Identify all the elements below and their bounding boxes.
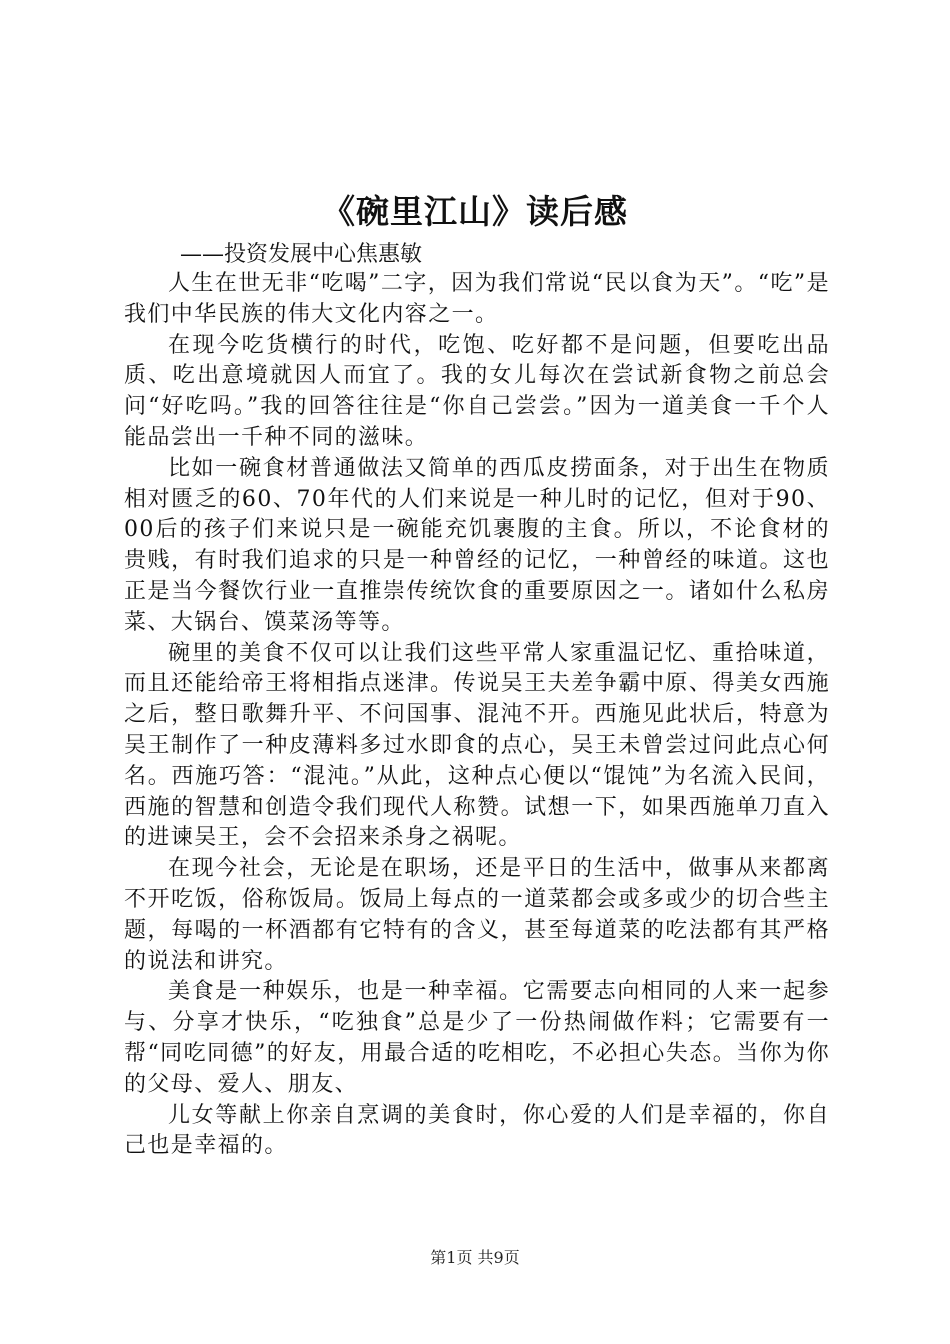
paragraph: 儿女等献上你亲自烹调的美食时，你心爱的人们是幸福的，你自己也是幸福的。 (124, 1102, 830, 1159)
paragraph: 人生在世无非“吃喝”二字，因为我们常说“民以食为天”。“吃”是我们中华民族的伟大文化内容之一。 (124, 271, 830, 327)
paragraph: 美食是一种娱乐，也是一种幸福。它需要志向相同的人来一起参与、分享才快乐，“吃独食”总是少了一份热闹做作料；它需要有一帮“同吃同德”的好友，用最合适的吃相吃，不必担心失态。当你为你的父母、爱人、朋友、 (124, 979, 830, 1097)
paragraph: 在现今社会，无论是在职场，还是平日的生活中，做事从来都离不开吃饭，俗称饭局。饭局上每点的一道菜都会或多或少的切合些主题，每喝的一杯酒都有它特有的含义，甚至每道菜的吃法都有其严格的说法和讲究。 (124, 856, 830, 974)
page-footer: 第1页 共9页 (430, 1248, 520, 1267)
paragraph: 碗里的美食不仅可以让我们这些平常人家重温记忆、重拾味道，而且还能给帝王将相指点迷津。传说吴王夫差争霸中原、得美女西施之后，整日歌舞升平、不问国事、混沌不开。西施见此状后，特意为吴王制作了一种皮薄料多过水即食的点心，吴王未曾尝过问此点心何名。西施巧答：“混沌。”从此，这种点心便以“馄饨”为名流入民间，西施的智慧和创造令我们现代人称赞。试想一下，如果西施单刀直入的进谏吴王，会不会招来杀身之祸呢。 (124, 640, 830, 851)
document-body (124, 269, 830, 1162)
author-line: ——投资发展中心焦惠敏 (180, 242, 423, 267)
paragraph: 在现今吃货横行的时代，吃饱、吃好都不是问题，但要吃出品质、吃出意境就因人而宜了。我的女儿每次在尝试新食物之前总会问“好吃吗。”我的回答往往是“你自己尝尝。”因为一道美食一千个人能品尝出一千种不同的滋味。 (124, 332, 830, 450)
document-title: 《碗里江山》读后感 (322, 192, 628, 231)
paragraph: 比如一碗食材普通做法又简单的西瓜皮捞面条，对于出生在物质相对匮乏的60、70年代的人们来说是一种儿时的记忆，但对于90、00后的孩子们来说只是一碗能充饥裹腹的主食。所以，不论食材的贵贱，有时我们追求的只是一种曾经的记忆，一种曾经的味道。这也正是当今餐饮行业一直推崇传统饮食的重要原因之一。诸如什么私房菜、大锅台、馍菜汤等等。 (124, 455, 830, 635)
